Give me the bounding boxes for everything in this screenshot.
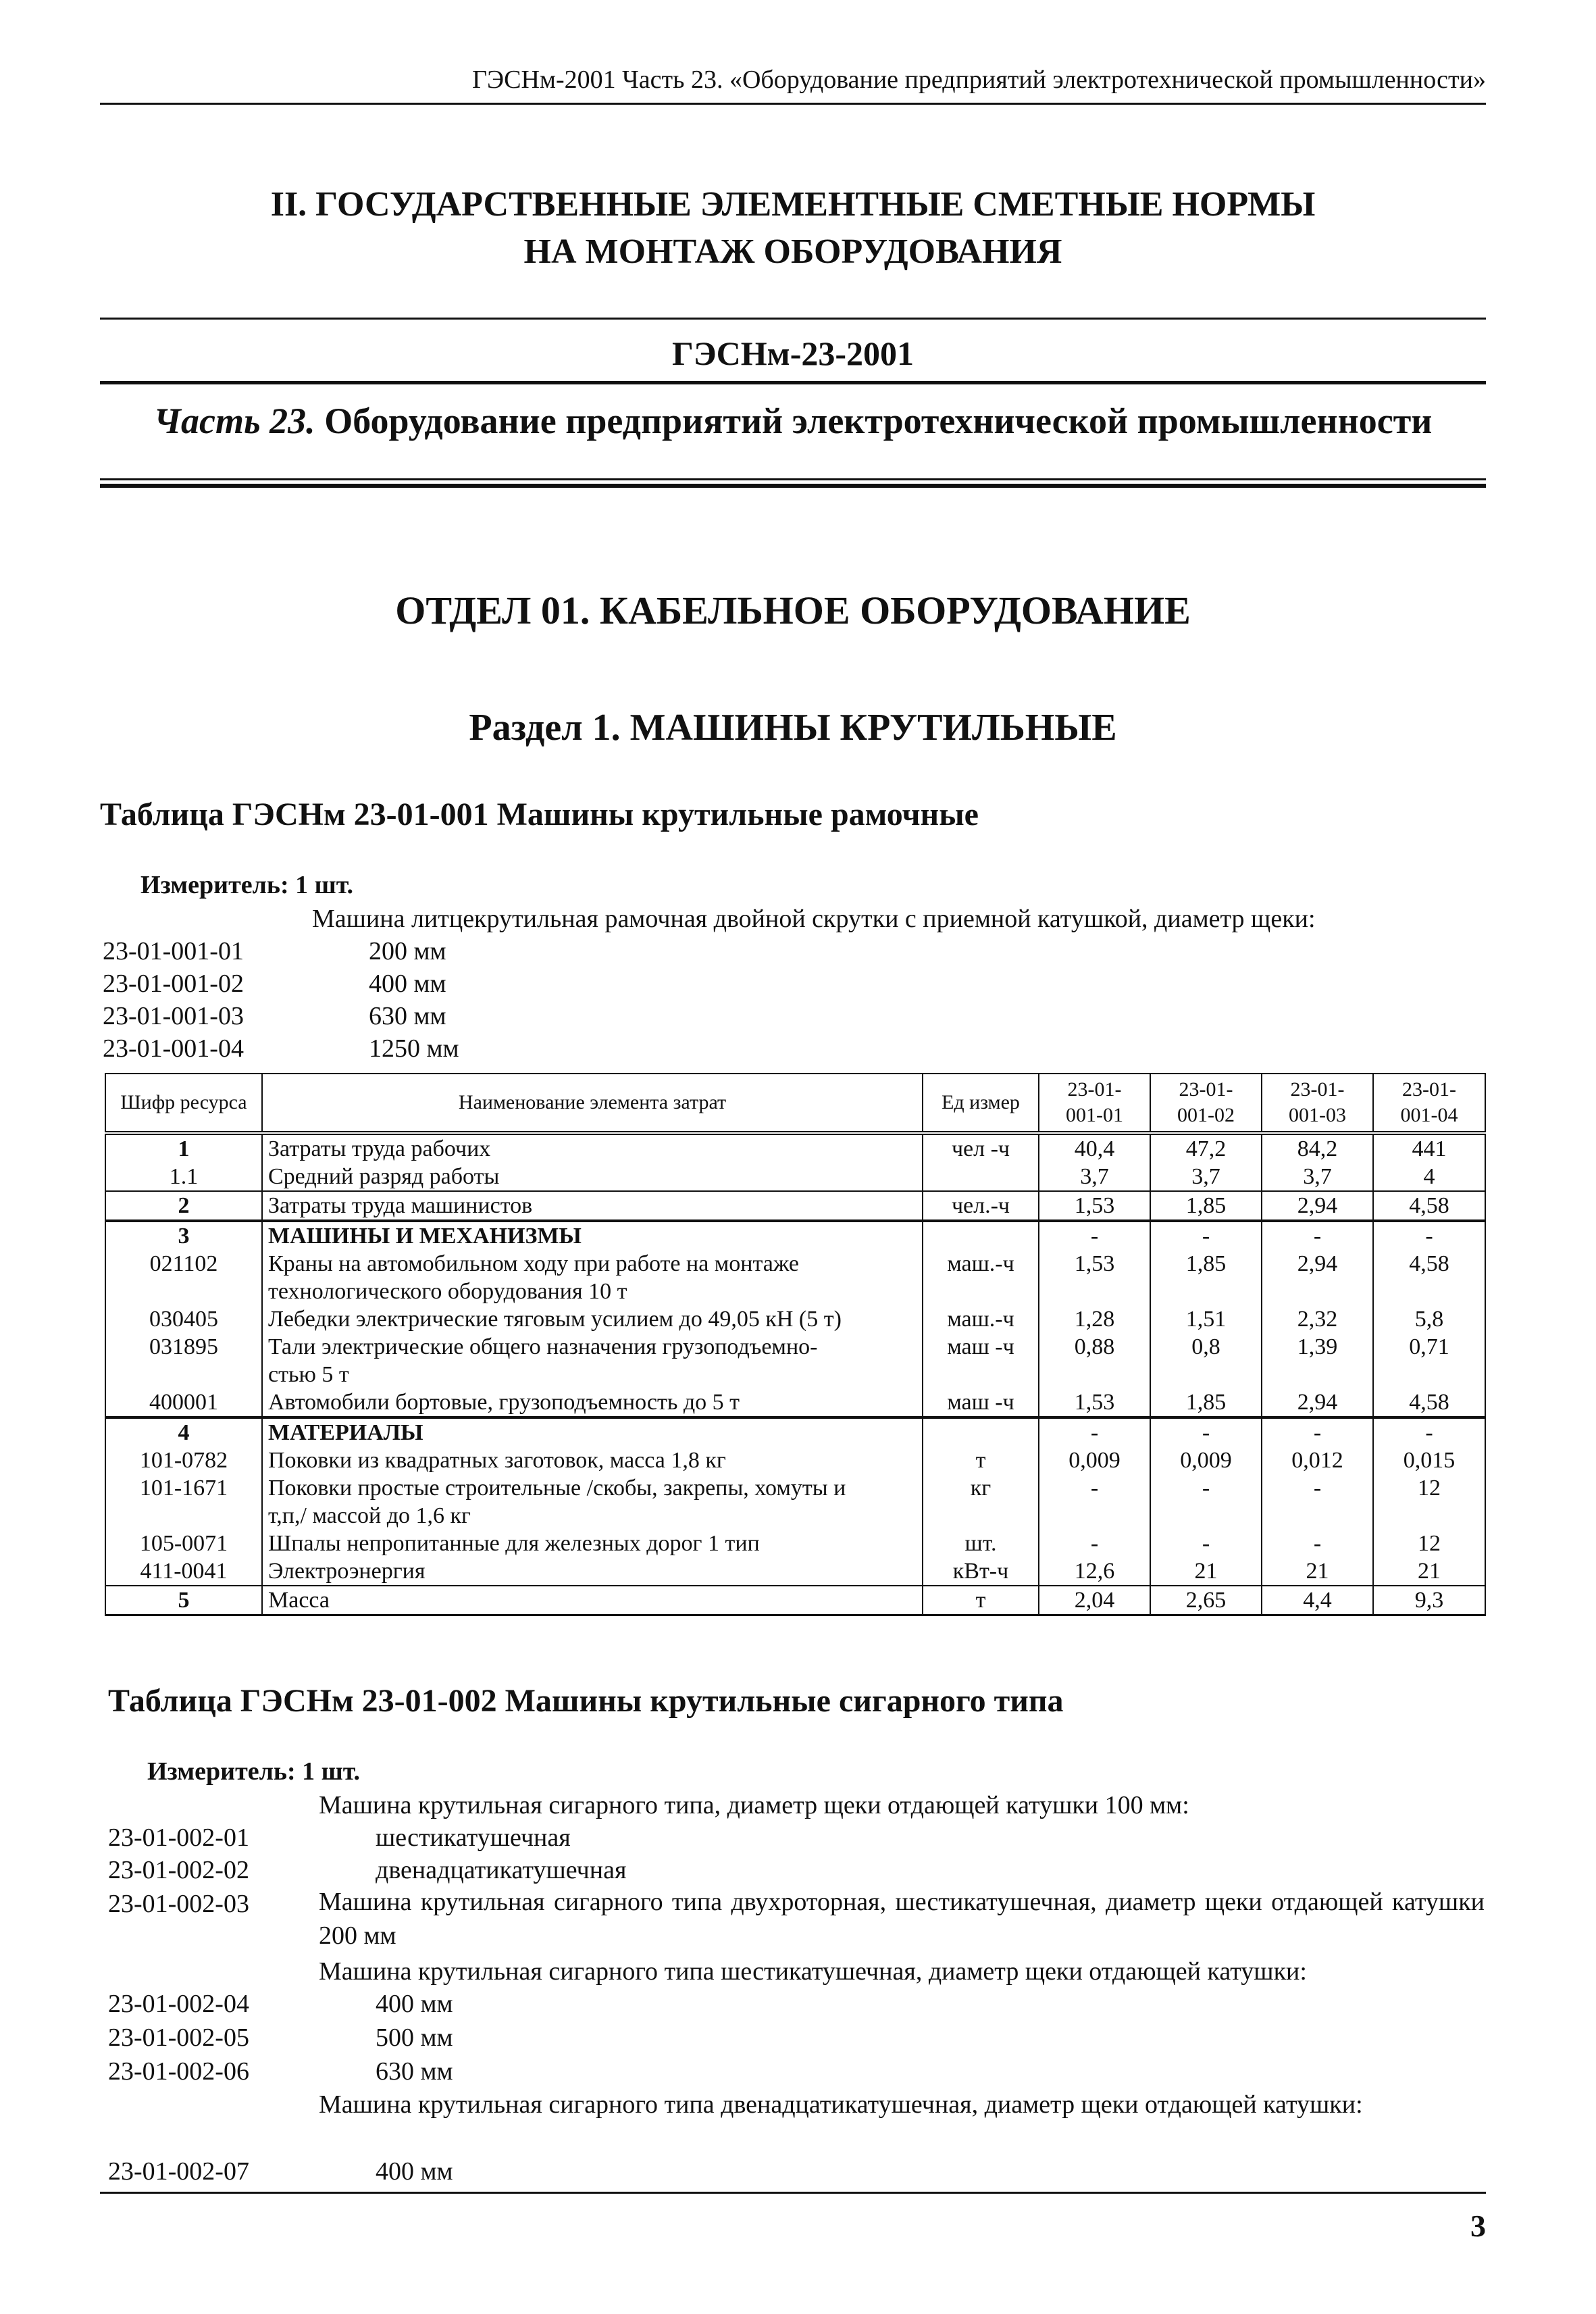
running-header: ГЭСНм-2001 Часть 23. «Оборудование предприятий электротехнической промышленности»	[472, 66, 1486, 94]
table2-measure	[147, 1757, 360, 1786]
item-text: Машина крутильная сигарного типа двухроторная, шестикатушечная, диаметр щеки отдающей катушки 200 мм	[319, 1888, 1485, 1950]
table-row	[105, 1191, 1485, 1221]
cell-value: 4,58	[1373, 1388, 1485, 1417]
cell-code: 4	[105, 1417, 262, 1447]
cell-value: 2,94	[1262, 1250, 1373, 1305]
cell-name: Поковки из квадратных заготовок, масса 1,8 кг	[262, 1447, 923, 1474]
cell-value: -	[1262, 1221, 1373, 1250]
cell-value: -	[1150, 1221, 1262, 1250]
cell-name-line: т,п,/ массой до 1,6 кг	[268, 1503, 471, 1528]
col-header-line: 23-01-	[1067, 1078, 1122, 1101]
cell-value: 2,94	[1262, 1191, 1373, 1221]
cell-value: 1,53	[1039, 1388, 1150, 1417]
table-row	[105, 1133, 1485, 1163]
cell-value: 1,85	[1150, 1388, 1262, 1417]
col-header-line: 001-04	[1400, 1104, 1458, 1126]
cell-value: 1,85	[1150, 1191, 1262, 1221]
item-text: 630 мм	[369, 1002, 446, 1030]
department-title: ОТДЕЛ 01. КАБЕЛЬНОЕ ОБОРУДОВАНИЕ	[395, 588, 1191, 632]
cell-unit: маш.-ч	[923, 1250, 1039, 1305]
cell-unit: кг	[923, 1474, 1039, 1530]
cell-value: 4,4	[1262, 1586, 1373, 1615]
cell-value: 0,012	[1262, 1447, 1373, 1474]
cell-value: 84,2	[1262, 1133, 1373, 1163]
cell-value: 0,8	[1150, 1333, 1262, 1388]
cell-value: -	[1039, 1417, 1150, 1447]
item-code: 23-01-001-01	[103, 937, 244, 965]
measure-label: Измеритель:	[140, 871, 289, 899]
col-header	[1039, 1074, 1150, 1133]
cell-value: 0,88	[1039, 1333, 1150, 1388]
table-row	[105, 1530, 1485, 1557]
table1-measure	[140, 870, 353, 900]
cell-value: 0,009	[1150, 1447, 1262, 1474]
cell-name	[262, 1250, 923, 1305]
cell-value: 441	[1373, 1133, 1485, 1163]
table-row	[105, 1557, 1485, 1586]
col-header-line: 001-02	[1177, 1104, 1235, 1126]
col-header-line: 001-01	[1066, 1104, 1123, 1126]
page-number: 3	[1470, 2209, 1486, 2243]
table-row	[105, 1388, 1485, 1417]
cell-unit: маш.-ч	[923, 1305, 1039, 1333]
cell-value: 4,58	[1373, 1191, 1485, 1221]
item-code: 23-01-002-04	[108, 1990, 249, 2018]
cell-code: 400001	[105, 1388, 262, 1417]
cell-name: МАТЕРИАЛЫ	[262, 1417, 923, 1447]
item-code: 23-01-001-02	[103, 970, 244, 998]
cell-value: -	[1262, 1417, 1373, 1447]
col-code-header: Шифр ресурса	[105, 1074, 262, 1133]
header-rule	[100, 103, 1486, 105]
cell-name: Затраты труда машинистов	[262, 1191, 923, 1221]
cell-name: Шпалы непропитанные для железных дорог 1 тип	[262, 1530, 923, 1557]
table-row	[105, 1163, 1485, 1191]
item-text: 200 мм	[369, 937, 446, 965]
cell-value: 2,32	[1262, 1305, 1373, 1333]
cell-value: -	[1150, 1474, 1262, 1530]
table-row	[105, 1447, 1485, 1474]
table-row	[105, 1474, 1485, 1530]
part-title	[100, 400, 1486, 442]
cell-name-line: технологического оборудования 10 т	[268, 1279, 627, 1304]
code-title: ГЭСНм-23-2001	[671, 334, 915, 372]
cell-code: 5	[105, 1586, 262, 1615]
item-text: шестикатушечная	[376, 1823, 571, 1852]
cell-value: -	[1150, 1417, 1262, 1447]
rule	[100, 318, 1486, 320]
table2-intro: Машина крутильная сигарного типа, диаметр щеки отдающей катушки 100 мм:	[319, 1791, 1189, 1819]
table-row	[105, 1221, 1485, 1250]
cell-value: 1,53	[1039, 1191, 1150, 1221]
item-code: 23-01-002-06	[108, 2057, 249, 2086]
cell-unit: кВт-ч	[923, 1557, 1039, 1586]
item-code: 23-01-001-04	[103, 1034, 244, 1063]
cell-code: 101-0782	[105, 1447, 262, 1474]
cell-value: 2,94	[1262, 1388, 1373, 1417]
cell-value: 0,015	[1373, 1447, 1485, 1474]
item-text: 500 мм	[376, 2023, 453, 2052]
part-text: Оборудование предприятий электротехнической промышленности	[315, 401, 1433, 441]
cell-value: 1,85	[1150, 1250, 1262, 1305]
cell-unit: маш -ч	[923, 1388, 1039, 1417]
cell-name: Лебедки электрические тяговым усилием до 49,05 кН (5 т)	[262, 1305, 923, 1333]
cell-value: 5,8	[1373, 1305, 1485, 1333]
col-header	[1373, 1074, 1485, 1133]
part-lead: Часть 23.	[153, 401, 315, 441]
col-header-line: 23-01-	[1179, 1078, 1233, 1101]
cell-value: -	[1039, 1221, 1150, 1250]
cell-value: 0,009	[1039, 1447, 1150, 1474]
cell-name: Масса	[262, 1586, 923, 1615]
cell-name-line: Краны на автомобильном ходу при работе на монтаже	[268, 1251, 800, 1276]
cell-unit: шт.	[923, 1530, 1039, 1557]
cell-value: 1,28	[1039, 1305, 1150, 1333]
cell-unit: т	[923, 1586, 1039, 1615]
cell-value: 4	[1373, 1163, 1485, 1191]
table-row	[105, 1586, 1485, 1615]
cell-code: 021102	[105, 1250, 262, 1305]
cell-value: 9,3	[1373, 1586, 1485, 1615]
col-name-header: Наименование элемента затрат	[262, 1074, 923, 1133]
cell-code: 3	[105, 1221, 262, 1250]
cell-unit: чел.-ч	[923, 1191, 1039, 1221]
measure-value: 1 шт.	[302, 1757, 361, 1786]
cell-value: 47,2	[1150, 1133, 1262, 1163]
cell-code: 2	[105, 1191, 262, 1221]
table-row	[105, 1333, 1485, 1388]
item-code: 23-01-002-01	[108, 1823, 249, 1852]
item-text: 400 мм	[369, 970, 446, 998]
cell-value: 40,4	[1039, 1133, 1150, 1163]
measure-label: Измеритель:	[147, 1757, 296, 1786]
table-row	[105, 1250, 1485, 1305]
item-text: двенадцатикатушечная	[376, 1856, 627, 1884]
cell-value: 3,7	[1150, 1163, 1262, 1191]
item-text: 1250 мм	[369, 1034, 459, 1063]
col-header	[1262, 1074, 1373, 1133]
table1-title: Таблица ГЭСНм 23-01-001 Машины крутильные рамочные	[100, 797, 979, 832]
footer-rule	[100, 2192, 1486, 2194]
cell-name: Автомобили бортовые, грузоподъемность до 5 т	[262, 1388, 923, 1417]
cell-value: -	[1039, 1530, 1150, 1557]
rule	[100, 478, 1486, 480]
cell-value: 1,51	[1150, 1305, 1262, 1333]
section-title: Раздел 1. МАШИНЫ КРУТИЛЬНЫЕ	[469, 707, 1117, 749]
cell-value: 3,7	[1262, 1163, 1373, 1191]
item-code: 23-01-002-02	[108, 1856, 249, 1884]
measure-value: 1 шт.	[295, 871, 354, 899]
main-title-line2: НА МОНТАЖ ОБОРУДОВАНИЯ	[523, 232, 1062, 271]
cell-unit: т	[923, 1447, 1039, 1474]
item-text: 400 мм	[376, 2157, 453, 2186]
cell-code: 411-0041	[105, 1557, 262, 1586]
cell-unit: маш -ч	[923, 1333, 1039, 1388]
cell-value: 12,6	[1039, 1557, 1150, 1586]
cell-code: 031895	[105, 1333, 262, 1388]
cell-unit	[923, 1417, 1039, 1447]
cell-value: 12	[1373, 1474, 1485, 1530]
table1-intro: Машина литцекрутильная рамочная двойной скрутки с приемной катушкой, диаметр щеки:	[312, 905, 1316, 933]
col-unit-header: Ед измер	[923, 1074, 1039, 1133]
cell-value: 2,65	[1150, 1586, 1262, 1615]
table2-title: Таблица ГЭСНм 23-01-002 Машины крутильные сигарного типа	[108, 1683, 1064, 1719]
col-header-line: 001-03	[1289, 1104, 1346, 1126]
item-code: 23-01-002-03	[108, 1890, 249, 1918]
cell-code: 1	[105, 1133, 262, 1163]
col-header-line: 23-01-	[1402, 1078, 1456, 1101]
item-code: 23-01-002-05	[108, 2023, 249, 2052]
cell-value: -	[1373, 1417, 1485, 1447]
cell-value: 1,39	[1262, 1333, 1373, 1388]
cell-name: МАШИНЫ И МЕХАНИЗМЫ	[262, 1221, 923, 1250]
col-header	[1150, 1074, 1262, 1133]
main-title-line1: II. ГОСУДАРСТВЕННЫЕ ЭЛЕМЕНТНЫЕ СМЕТНЫЕ НОРМЫ	[270, 185, 1316, 224]
table-row	[105, 1305, 1485, 1333]
cell-code: 101-1671	[105, 1474, 262, 1530]
cell-value: -	[1373, 1221, 1485, 1250]
resource-table	[105, 1073, 1486, 1616]
cell-name-line: стью 5 т	[268, 1362, 349, 1387]
cell-value: 0,71	[1373, 1333, 1485, 1388]
cell-name-line: Поковки простые строительные /скобы, закрепы, хомуты и	[268, 1476, 846, 1501]
cell-name: Затраты труда рабочих	[262, 1133, 923, 1163]
cell-unit	[923, 1163, 1039, 1191]
main-title	[100, 181, 1486, 276]
cell-code: 030405	[105, 1305, 262, 1333]
cell-name: Средний разряд работы	[262, 1163, 923, 1191]
cell-value: 21	[1262, 1557, 1373, 1586]
item-text: 630 мм	[376, 2057, 453, 2086]
cell-value: 21	[1150, 1557, 1262, 1586]
cell-unit	[923, 1221, 1039, 1250]
cell-name: Электроэнергия	[262, 1557, 923, 1586]
cell-name-line: Тали электрические общего назначения грузоподъемно-	[268, 1334, 818, 1359]
cell-name	[262, 1333, 923, 1388]
cell-value: 3,7	[1039, 1163, 1150, 1191]
cell-value: 1,53	[1039, 1250, 1150, 1305]
cell-value: 4,58	[1373, 1250, 1485, 1305]
table2-intro: Машина крутильная сигарного типа двенадцатикатушечная, диаметр щеки отдающей катушки:	[319, 2090, 1363, 2119]
cell-value: -	[1262, 1530, 1373, 1557]
cell-value: -	[1039, 1474, 1150, 1530]
item-text: 400 мм	[376, 1990, 453, 2018]
table2-intro: Машина крутильная сигарного типа шестикатушечная, диаметр щеки отдающей катушки:	[319, 1957, 1307, 1986]
table-header-row	[105, 1074, 1485, 1133]
cell-value: 12	[1373, 1530, 1485, 1557]
item-code: 23-01-002-07	[108, 2157, 249, 2186]
cell-value: -	[1262, 1474, 1373, 1530]
cell-code: 105-0071	[105, 1530, 262, 1557]
cell-name	[262, 1474, 923, 1530]
table-row	[105, 1417, 1485, 1447]
cell-value: 21	[1373, 1557, 1485, 1586]
cell-value: 2,04	[1039, 1586, 1150, 1615]
cell-code: 1.1	[105, 1163, 262, 1191]
col-header-line: 23-01-	[1290, 1078, 1345, 1101]
cell-value: -	[1150, 1530, 1262, 1557]
rule	[100, 484, 1486, 488]
rule	[100, 381, 1486, 384]
cell-unit: чел -ч	[923, 1133, 1039, 1163]
item-code: 23-01-001-03	[103, 1002, 244, 1030]
